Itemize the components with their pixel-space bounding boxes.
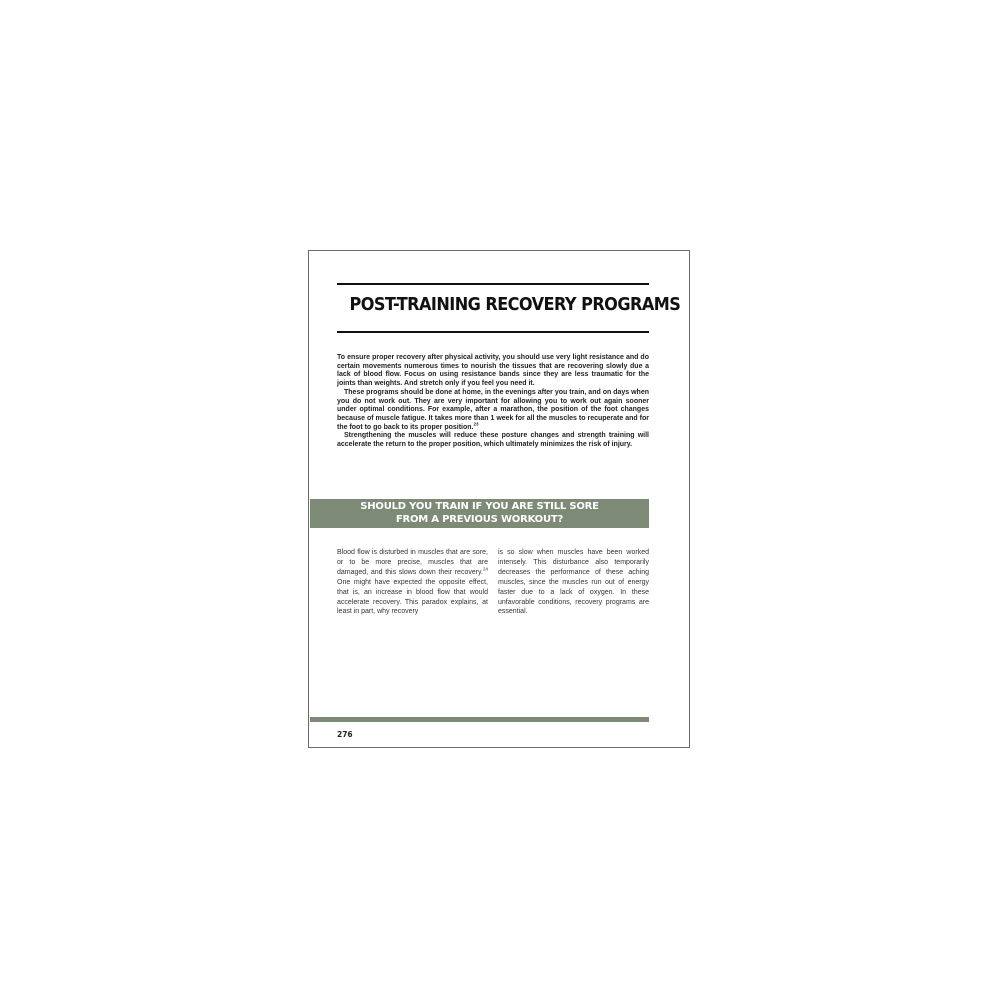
column-left-text-b: One might have expected the opposite effect, that is, an increase in blood flow that would accelerate recovery. This paradox explains, at least in part, why recovery — [337, 578, 488, 616]
intro-text — [337, 354, 649, 450]
intro-paragraph-2 — [337, 389, 649, 433]
intro-paragraph-3: Strengthening the muscles will reduce these posture changes and strength training will accelerate the return to the proper position, which ultimately minimizes the risk of injury. — [337, 432, 649, 449]
footer-rule — [310, 717, 649, 722]
page-title: POST-TRAINING RECOVERY PROGRAMS — [349, 295, 681, 315]
title-top-rule — [337, 283, 649, 285]
body-column-left — [337, 548, 488, 617]
section-heading — [310, 501, 649, 526]
body-column-right: is so slow when muscles have been worked intensely. This disturbance also temporarily decreases the performance of these aching muscles, since the muscles run out of energy faster due to a lack of oxygen. In these unfavorable conditions, recovery programs are essential. — [498, 549, 649, 616]
intro-paragraph-1: To ensure proper recovery after physical activity, you should use very light resistance and do certain movements numerous times to nourish the tissues that are recovering slowly due a lack of blood flow. Focus on using resistance bands since they are less traumatic for the joints than weights. And stretch only if you feel you need it. — [337, 354, 649, 388]
book-page — [308, 250, 690, 748]
page-number: 276 — [337, 730, 353, 739]
section-heading-bar — [310, 499, 649, 528]
footnote-ref-24: 24 — [482, 566, 488, 572]
footnote-ref-23: 23 — [473, 421, 479, 427]
section-heading-line-1: SHOULD YOU TRAIN IF YOU ARE STILL SORE — [360, 501, 599, 512]
column-left-text-a: Blood flow is disturbed in muscles that are sore, or to be more precise, muscles that are damaged, and this slows down their recovery. — [337, 549, 488, 576]
section-heading-line-2: FROM A PREVIOUS WORKOUT? — [395, 513, 564, 525]
intro-paragraph-2-text: These programs should be done at home, in the evenings after you train, and on days when you do not work out. They are very important for allowing you to work out again sooner under optimal conditions. For example, after a marathon, the position of the foot changes because of muscle fatigue. It takes more than 1 week for all the muscles to recuperate and for the foot to go back to its proper position. — [337, 388, 649, 431]
title-bottom-rule — [337, 331, 649, 333]
